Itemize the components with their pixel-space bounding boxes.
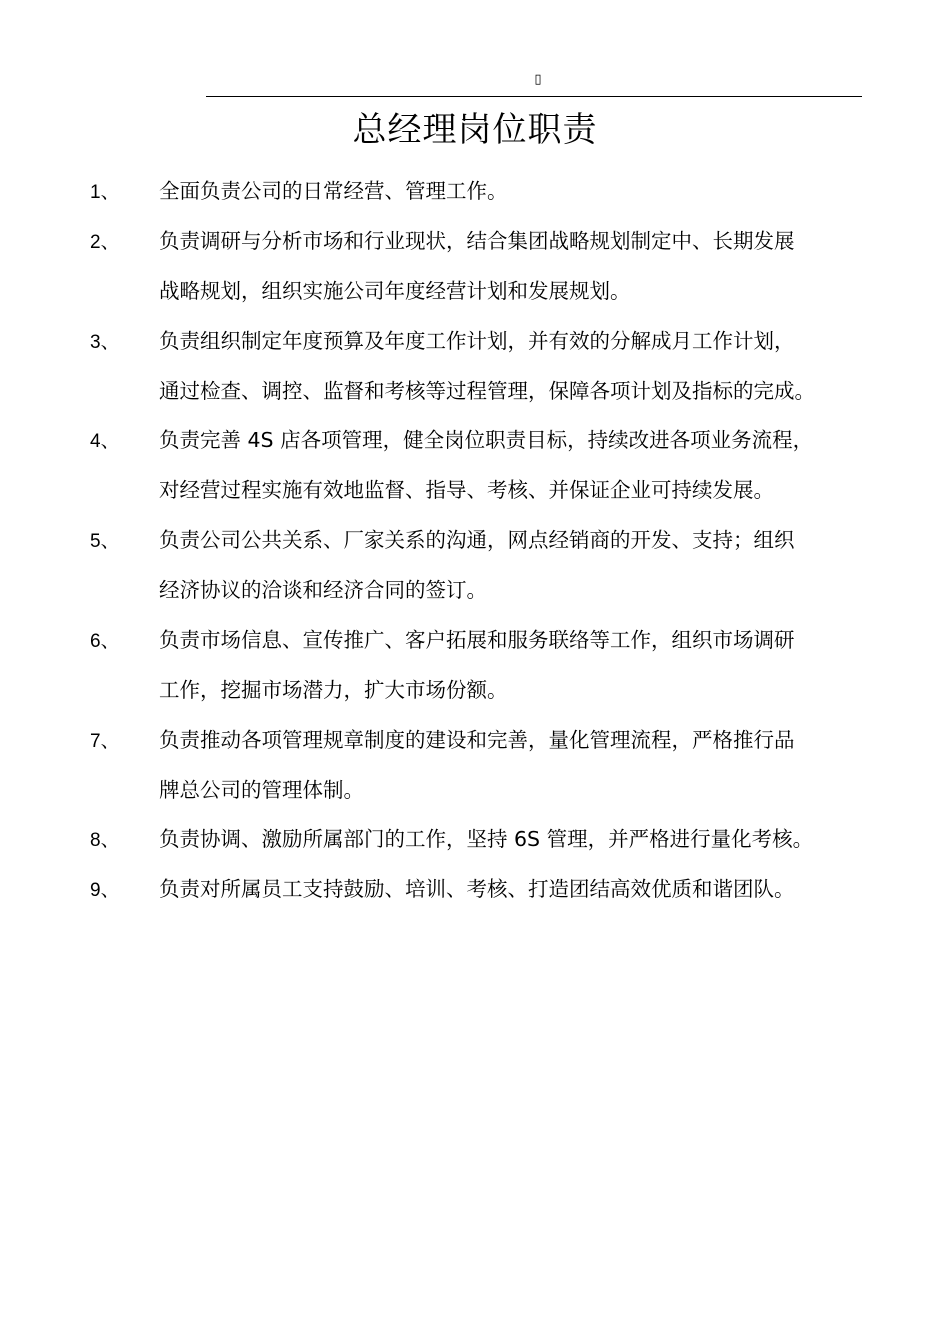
item-text-line: 全面负责公司的日常经营、管理工作。 (159, 179, 508, 203)
item-number: 5、 (90, 531, 120, 552)
item-text-line: 经济协议的洽谈和经济合同的签订。 (159, 578, 487, 602)
item-text-line: 战略规划，组织实施公司年度经营计划和发展规划。 (159, 279, 631, 303)
item-number: 8、 (90, 830, 120, 851)
header-rule (206, 96, 862, 97)
item-number: 3、 (90, 332, 120, 353)
item-number: 4、 (90, 431, 120, 452)
header-mark: ▯ (534, 72, 542, 87)
item-text-line: 负责调研与分析市场和行业现状，结合集团战略规划制定中、长期发展 (159, 229, 795, 253)
item-text-line: 负责推动各项管理规章制度的建设和完善，量化管理流程，严格推行品 (159, 728, 795, 752)
item-text-line: 对经营过程实施有效地监督、指导、考核、并保证企业可持续发展。 (159, 478, 774, 502)
item-text-line: 负责组织制定年度预算及年度工作计划，并有效的分解成月工作计划， (159, 329, 795, 353)
item-number: 2、 (90, 232, 120, 253)
item-number: 1、 (90, 182, 120, 203)
item-text-line: 工作，挖掘市场潜力，扩大市场份额。 (159, 678, 508, 702)
item-text-line: 负责市场信息、宣传推广、客户拓展和服务联络等工作，组织市场调研 (159, 628, 795, 652)
item-text-line: 牌总公司的管理体制。 (159, 778, 364, 802)
item-text-line: 负责公司公共关系、厂家关系的沟通，网点经销商的开发、支持；组织 (159, 528, 795, 552)
item-number: 9、 (90, 880, 120, 901)
item-text-line: 负责对所属员工支持鼓励、培训、考核、打造团结高效优质和谐团队。 (159, 877, 795, 901)
item-number: 7、 (90, 731, 120, 752)
item-text-line: 通过检查、调控、监督和考核等过程管理，保障各项计划及指标的完成。 (159, 379, 815, 403)
item-text-line: 负责协调、激励所属部门的工作，坚持 6S 管理，并严格进行量化考核。 (159, 827, 814, 851)
item-text-line: 负责完善 4S 店各项管理，健全岗位职责目标，持续改进各项业务流程， (159, 428, 814, 452)
item-number: 6、 (90, 631, 120, 652)
page-title: 总经理岗位职责 (352, 110, 598, 150)
